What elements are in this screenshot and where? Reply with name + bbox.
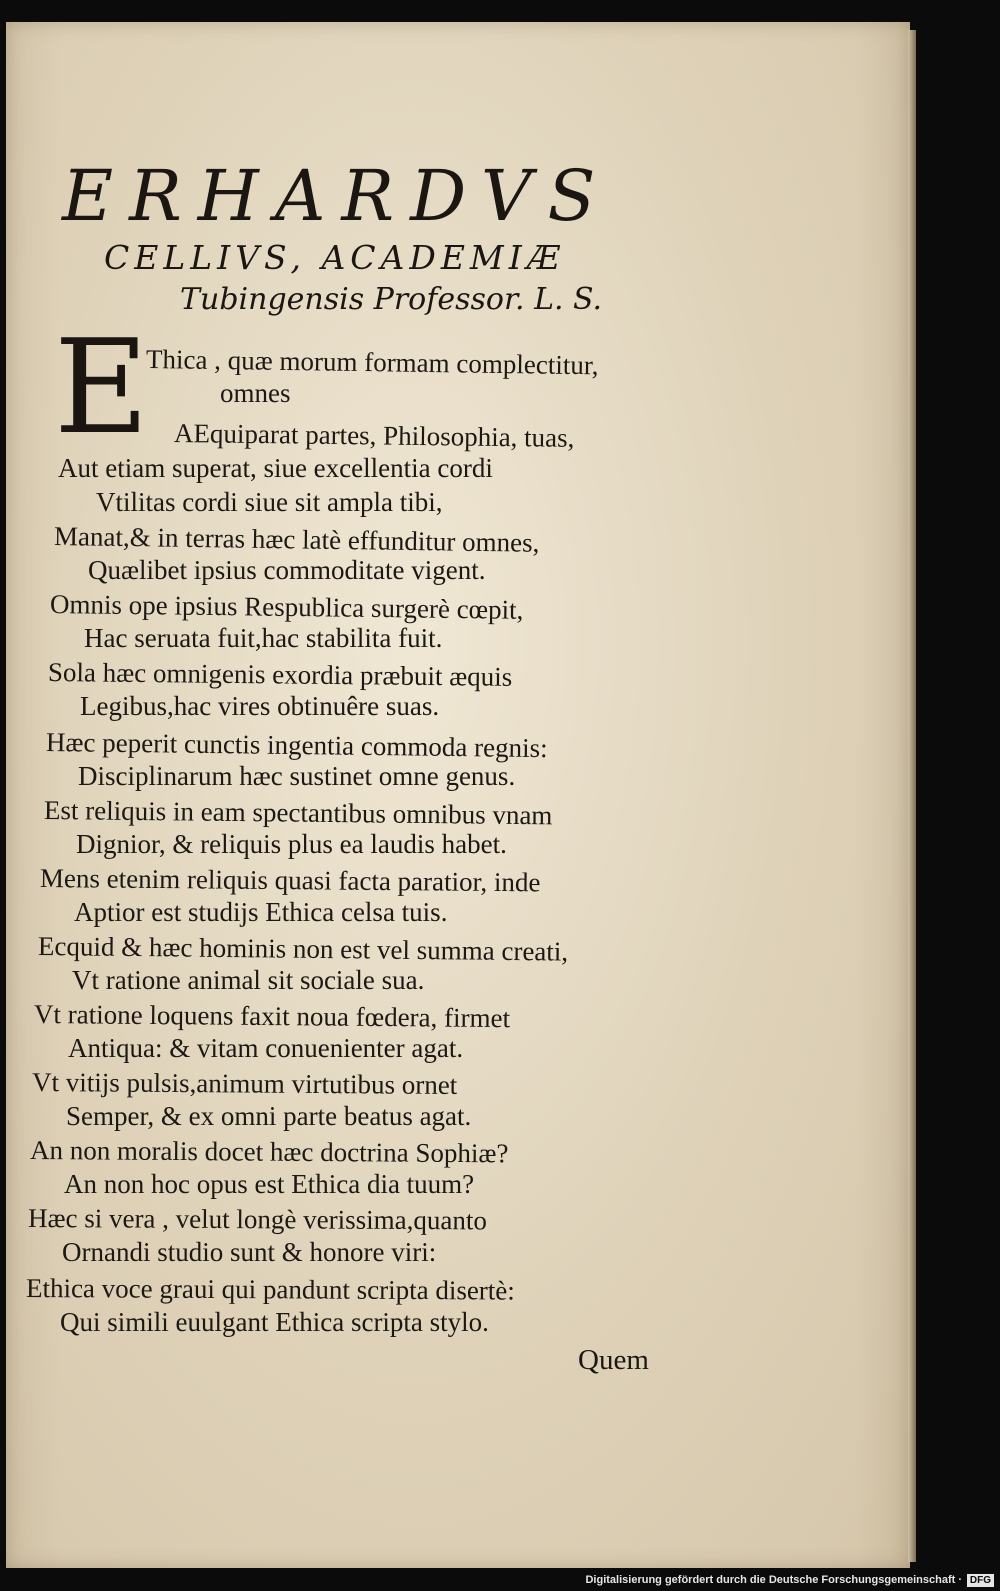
author-name-heading: ERHARDVS (62, 155, 612, 237)
poem-line: Omnis ope ipsius Respublica surgerè cœpit, (49, 589, 524, 625)
catchword: Quem (578, 1344, 649, 1376)
poem-line: Ecquid & hæc hominis non est vel summa creati, (37, 931, 569, 967)
digitization-credit: Digitalisierung gefördert durch die Deutsche Forschungsgemeinschaft · (585, 1574, 962, 1586)
poem-line: Antiqua: & vitam conuenienter agat. (68, 1033, 464, 1063)
author-surname-heading: CELLIVS, ACADEMIÆ (104, 238, 565, 277)
poem-line: An non moralis docet hæc doctrina Sophiæ? (29, 1135, 509, 1169)
poem-line: AEquiparat partes, Philosophia, tuas, (173, 418, 575, 453)
poem-line: Dignior, & reliquis plus ea laudis habet. (76, 829, 507, 859)
poem-line: Legibus,hac vires obtinuêre suas. (80, 691, 440, 721)
poem-line: Aptior est studijs Ethica celsa tuis. (74, 897, 448, 927)
poem-line: An non hoc opus est Ethica dia tuum? (64, 1169, 475, 1199)
poem-line: Thica , quæ morum formam complectitur, (145, 344, 599, 381)
poem-line: Mens etenim reliquis quasi facta paratior, inde (39, 863, 541, 898)
poem-line: Vt ratione loquens faxit noua fœdera, firmet (33, 999, 511, 1034)
poem-line: Qui simili euulgant Ethica scripta stylo. (60, 1307, 489, 1337)
page-edge (908, 30, 916, 1562)
poem-line: Sola hæc omnigenis exordia præbuit æquis (47, 657, 513, 692)
poem-line: Hæc si vera , velut longè verissima,quanto (27, 1203, 487, 1236)
poem-line: Vtilitas cordi siue sit ampla tibi, (96, 487, 443, 517)
poem-line: Manat,& in terras hæc latè effunditur omnes, (53, 521, 540, 558)
poem-line: Ethica voce graui qui pandunt scripta disertè: (25, 1273, 515, 1306)
drop-cap-initial: E (54, 311, 149, 463)
poem-line: Semper, & ex omni parte beatus agat. (66, 1101, 472, 1131)
poem-line: omnes (220, 378, 291, 408)
poem-line: Est reliquis in eam spectantibus omnibus vnam (43, 795, 553, 831)
poem-line: Hæc peperit cunctis ingentia commoda regnis: (45, 727, 548, 764)
author-title-heading: Tubingensis Professor. L. S. (180, 282, 603, 317)
dfg-logo-icon: DFG (967, 1574, 994, 1587)
poem-line: Aut etiam superat, siue excellentia cordi (58, 453, 493, 483)
poem-line: Disciplinarum hæc sustinet omne genus. (78, 761, 516, 791)
poem-line: Ornandi studio sunt & honore viri: (62, 1237, 437, 1267)
poem-line: Hac seruata fuit,hac stabilita fuit. (84, 623, 443, 653)
poem-line: Vt ratione animal sit sociale sua. (72, 965, 425, 995)
poem-line: Vt vitijs pulsis,animum virtutibus ornet (31, 1067, 458, 1100)
poem-line: Quælibet ipsius commoditate vigent. (88, 555, 486, 585)
